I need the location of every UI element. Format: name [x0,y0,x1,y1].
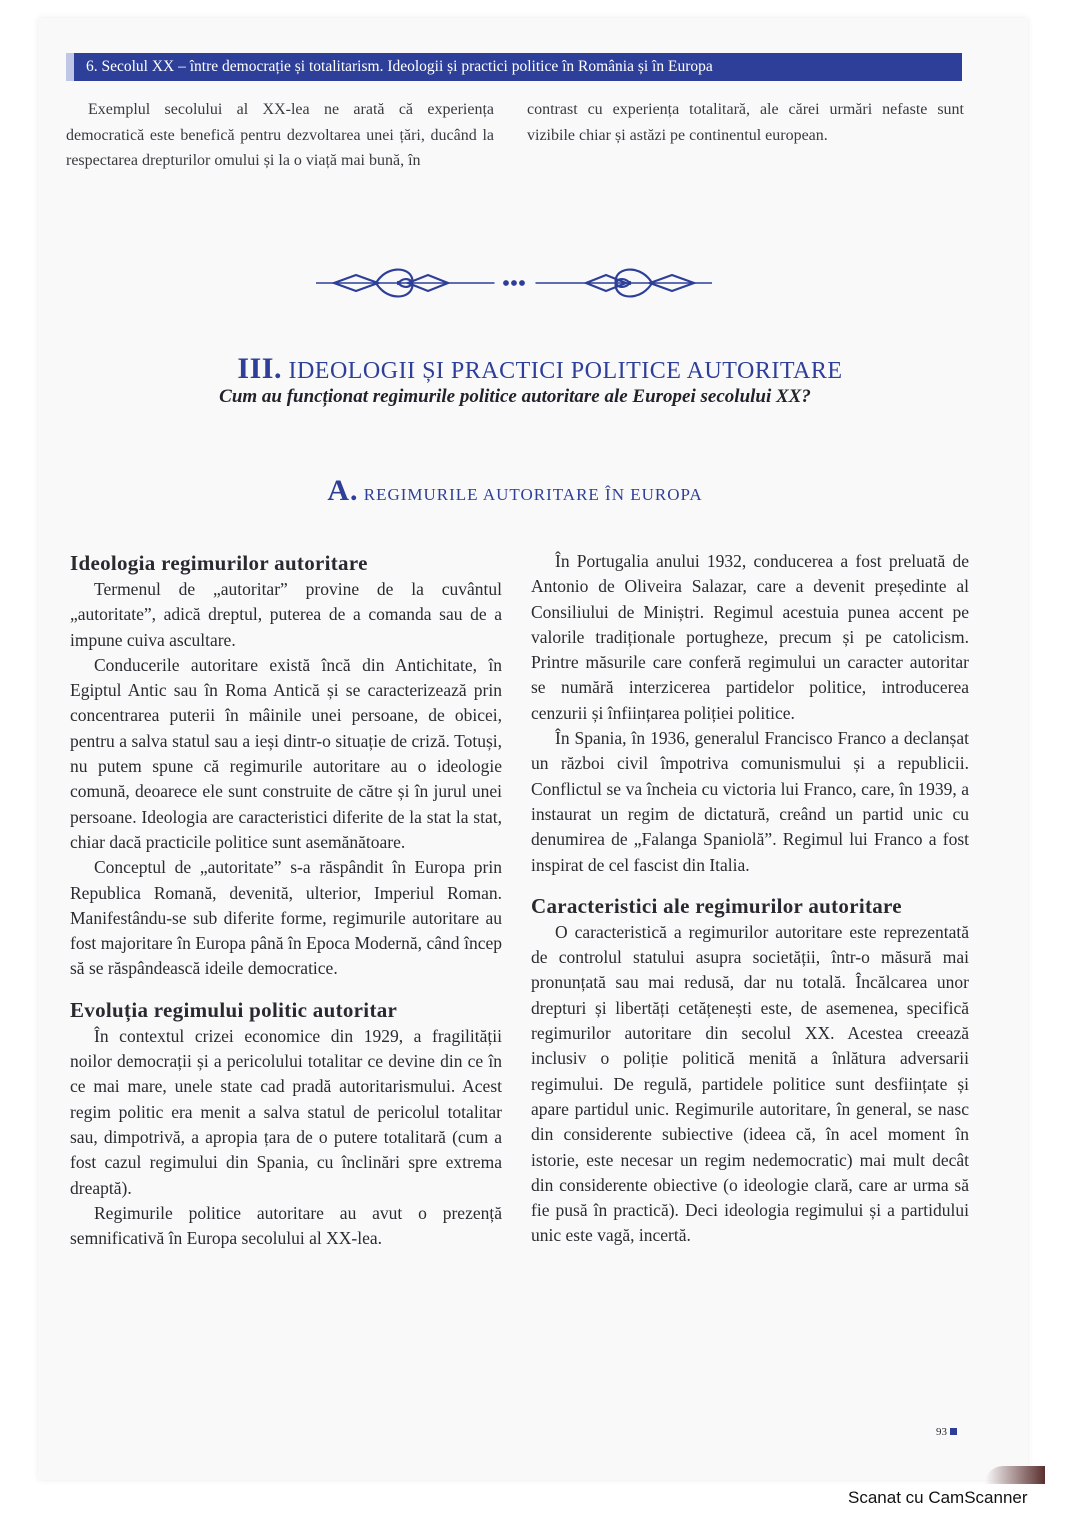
heading-caracteristici: Caracteristici ale regimurilor autoritare [531,893,902,918]
section-heading [0,352,1080,386]
paragraph: O caracteristică a regimurilor autoritare este reprezentată de controlul statului asupra societății, într-o măsură mai pronunțată sau mai redusă, dar nu totală. Încălcarea unor drepturi și libertăți cetățenești este, de asemenea, specifică regimurilor autoritare din secolul XX. Acestea creează inclusiv o poliție politică menită a înlătura adversarii regimului. De regulă, partidele politice sunt desființate și apare partidul unic. Regimurile autoritare, în general, se nasc din considerente subiective (ideea că, în acel moment în istorie, este necesar un regim nedemocratic) mai mult decât din considerente obiective (o ideologie clară, care ar urma să fie pusă în practică). Deci ideologia regimului și a partidului unic este vagă, incertă. [531,921,969,1246]
paragraph: În Spania, în 1936, generalul Francisco Franco a declanșat un război civil împotriva comunismului și a republicii. Conflictul se va încheia cu victoria lui Franco, care, în 1939, a instaurat un regim de dictatură, creând un partid unic cu denumirea de „Falanga Spaniolă”. Regimul lui Franco a fost inspirat de cel fascist din Italia. [531,728,969,875]
subsection-title: REGIMURILE AUTORITARE ÎN EUROPA [363,485,703,504]
right-column [531,549,969,1249]
subsection-heading [0,474,1030,508]
section-title: IDEOLOGII ȘI PRACTICI POLITICE AUTORITARE [288,358,843,384]
camscanner-watermark: Scanat cu CamScanner [848,1488,1028,1507]
page-number [936,1426,957,1438]
decorative-divider-ornament [316,260,712,306]
heading-ideologia: Ideologia regimurilor autoritare [70,551,368,575]
page-number-text: 93 [936,1426,947,1438]
intro-left-text: Exemplul secolului al XX-lea ne arată că experiența democratică este benefică pentru dezvoltarea unei țări, ducând la respectarea drepturilor omului și la o viață mai bună, în [66,101,494,169]
subsection-letter: A. [327,474,359,507]
paragraph: În Portugalia anului 1932, conducerea a fost preluată de Antonio de Oliveira Salazar, care a devenit președinte al Consiliului de Miniștri. Regimul acestuia punea accent pe valorile tradiționale portugheze, precum și pe catolicism. Printre măsurile care conferă regimului un caracter autoritar se numără interzicerea partidelor politice, introducerea cenzurii și înființarea poliției politice. [531,551,969,723]
paragraph: Conducerile autoritare există încă din Antichitate, în Egiptul Antic sau în Roma Antică și se caracterizează prin concentrarea puterii în mâinile unei persoane, de obicei, pentru a salva statul sau a ieși dintr-o situație de criză. Totuși, nu putem spune că regimurile autoritare au o ideologie comună, deoarece ele sunt construite de către și în jurul unei persoane. Ideologia are caracteristici diferite de la stat la stat, chiar dacă practicile politice sunt asemănătoare. [70,654,502,852]
section-question: Cum au funcționat regimurile politice autoritare ale Europei secolului XX? [219,386,811,407]
paragraph: În contextul crizei economice din 1929, a fragilității noilor democrații și a pericolului totalitar ce devine din ce în ce mai mare, unele state cad pradă autoritarismului. Acest regim politic era menit a salva statul de pericolul totalitar sau, dimpotrivă, a apropia țara de o putere totalitară (cum a fost cazul regimului din Spania, cu înclinări spre extrema dreaptă). [70,1025,502,1198]
running-header [66,53,962,81]
paragraph: Regimurile politice autoritare au avut o prezență semnificativă în Europa secolului al XX-lea. [70,1202,502,1249]
left-column [70,549,502,1251]
paragraph: Conceptul de „autoritate” s-a răspândit în Europa prin Republica Romană, devenită, ulterior, Imperiul Roman. Manifestându-se sub diferite forme, regimurile autoritare au fost majoritare în Europa până în Epoca Modernă, când încep să se răspândească ideile democratice. [70,857,502,979]
section-number: III. [237,352,282,385]
running-header-text: 6. Secolul XX – între democrație și totalitarism. Ideologii și practici politice în România și în Europa [86,58,713,75]
paragraph: Termenul de „autoritar” provine de la cuvântul „autoritate”, adică dreptul, puterea de a comanda sau de a impune cuiva ascultare. [70,579,502,650]
heading-evolutia: Evoluția regimului politic autoritar [70,997,398,1022]
scan-edge-shadow [985,1466,1045,1484]
square-marker-icon [950,1428,957,1435]
intro-right-text: contrast cu experiența totalitară, ale cărei urmări nefaste sunt vizibile chiar și astăzi pe continentul european. [527,101,964,144]
